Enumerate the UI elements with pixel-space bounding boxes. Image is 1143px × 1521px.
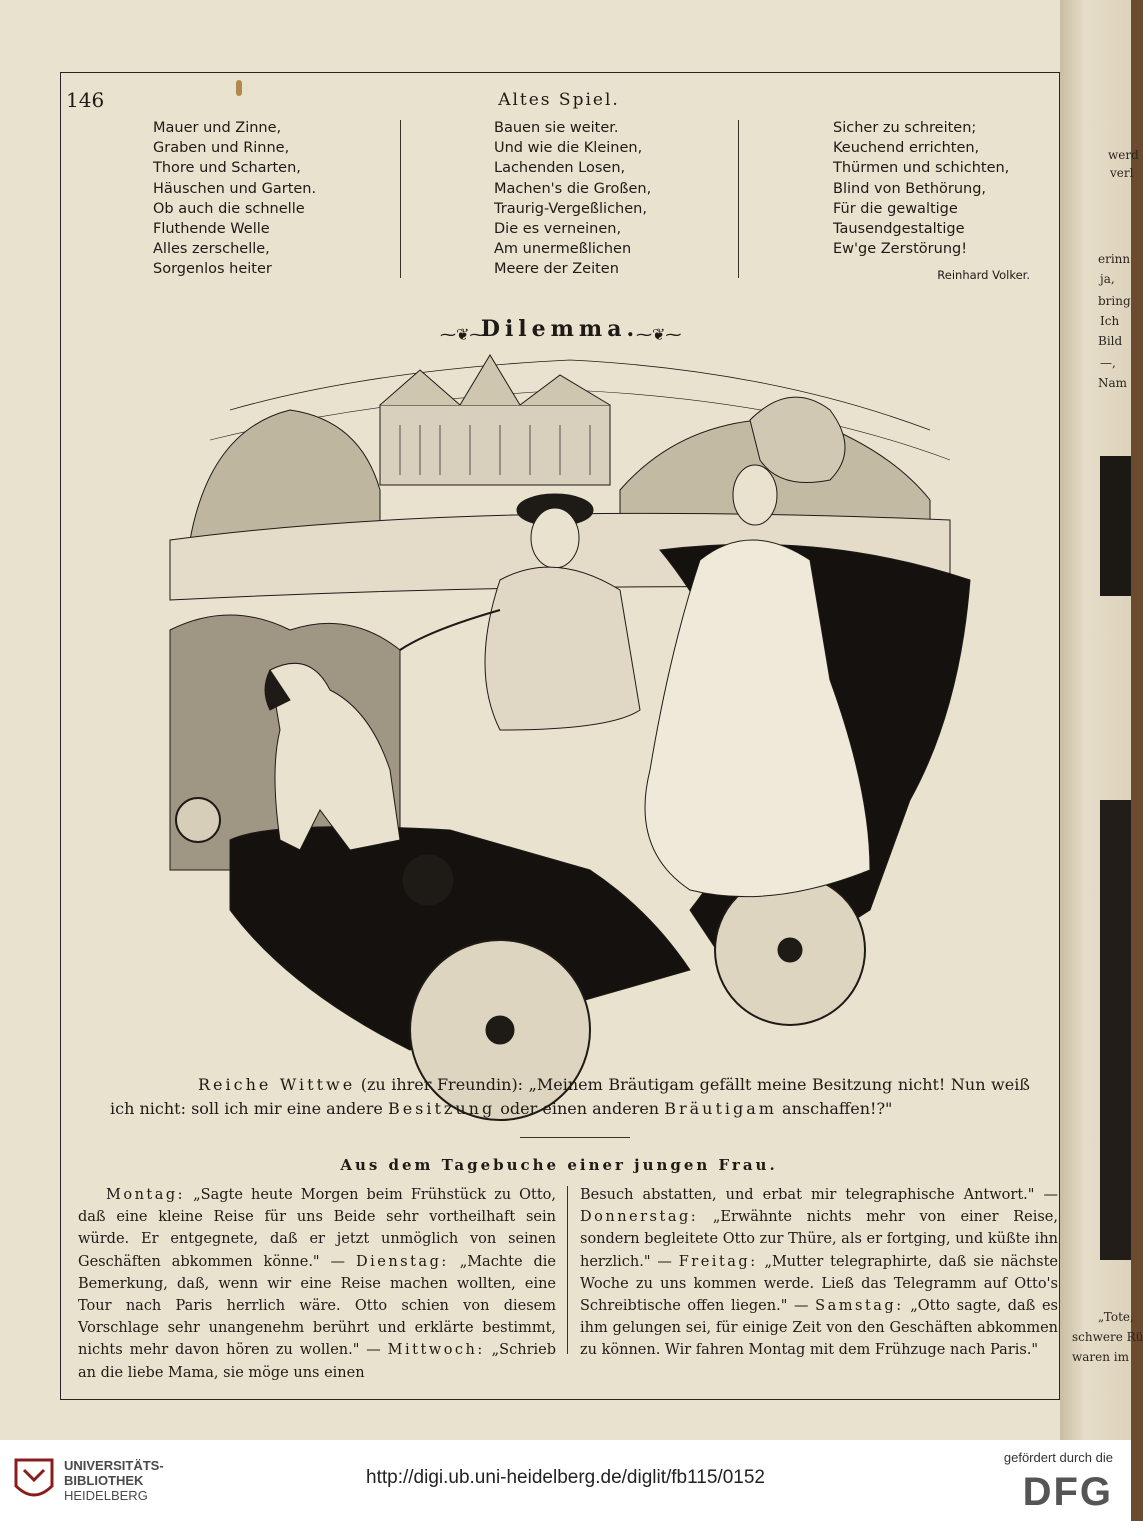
edge-photo bbox=[1100, 800, 1131, 1260]
edge-word: verl bbox=[1110, 166, 1134, 180]
column-divider bbox=[567, 1186, 568, 1354]
poem-line: Lachenden Losen, bbox=[494, 160, 626, 177]
caption-text: anschaffen!?" bbox=[782, 1099, 893, 1118]
edge-word: Bild bbox=[1098, 334, 1123, 348]
page-number: 146 bbox=[66, 88, 105, 112]
poem-line: Thürmen und schichten, bbox=[833, 160, 1010, 177]
edge-word: Nam bbox=[1098, 376, 1128, 390]
poem-column-3 bbox=[833, 118, 1009, 259]
edge-word: waren im bbox=[1072, 1350, 1130, 1364]
poem-line: Ob auch die schnelle bbox=[153, 200, 305, 217]
permalink-url[interactable]: http://digi.ub.uni-heidelberg.de/diglit/fb115/0152 bbox=[366, 1467, 765, 1488]
edge-word: werd bbox=[1108, 148, 1139, 162]
poem-line: Am unermeßlichen bbox=[494, 241, 632, 258]
caption-text: „Meinem Bräutigam gefällt meine Besitzung nicht! Nun weiß ich nicht: soll ich mir eine andere bbox=[110, 1075, 1030, 1118]
ink-blot bbox=[236, 80, 242, 96]
page-header bbox=[60, 88, 1058, 114]
poem-column-2 bbox=[494, 118, 651, 280]
poem-line: Graben und Rinne, bbox=[153, 140, 290, 157]
cartoon-illustration bbox=[170, 350, 970, 1070]
edge-word: Ich bbox=[1100, 314, 1120, 328]
poem-line: Mauer und Zinne, bbox=[153, 120, 282, 136]
edge-word: „Tote, bbox=[1098, 1310, 1134, 1324]
library-line: BIBLIOTHEK bbox=[64, 1473, 144, 1488]
diary-entry: „Sagte heute Morgen beim Frühstück zu Otto, daß eine kleine Reise für uns Beide sehr vortheilhaft sein würde. Er entgegnete, daß er jetzt unmöglich von seinen Geschäften abkommen könne." — bbox=[78, 1187, 557, 1270]
caption-aside: (zu ihrer Freundin): bbox=[360, 1075, 524, 1094]
edge-word: ja, bbox=[1100, 272, 1115, 286]
edge-word: —, bbox=[1100, 356, 1116, 370]
edge-word: erinn bbox=[1098, 252, 1131, 266]
poem-line: Fluthende Welle bbox=[153, 221, 270, 238]
library-line: HEIDELBERG bbox=[64, 1488, 148, 1503]
diary-column-right bbox=[580, 1184, 1058, 1362]
diary-day: Montag: bbox=[106, 1187, 186, 1203]
poem-line: Traurig-Vergeßlichen, bbox=[494, 200, 647, 217]
cartoon-title: Dilemma. bbox=[480, 316, 640, 342]
edge-word: bring bbox=[1098, 294, 1131, 308]
running-title: Altes Spiel. bbox=[498, 90, 620, 110]
diary-day: Donnerstag: bbox=[580, 1209, 699, 1226]
poem-author: Reinhard Volker. bbox=[937, 268, 1030, 282]
column-divider bbox=[738, 120, 739, 278]
caption-emphasis: Besitzung bbox=[387, 1099, 496, 1118]
diary-entry: „Erwähnte nichts mehr von einer Reise, sondern begleitete Otto zur Thüre, als er fortging, und küßte ihn herzlich." — bbox=[580, 1209, 1058, 1270]
viewer-footer bbox=[0, 1440, 1131, 1521]
poem-line: Tausendgestaltige bbox=[833, 221, 965, 238]
diary-entry: „Schrieb an die liebe Mama, sie möge uns einen bbox=[78, 1342, 557, 1381]
diary-day: Mittwoch: bbox=[387, 1342, 485, 1359]
poem-line: Die es verneinen, bbox=[494, 221, 622, 238]
cartoon-caption bbox=[110, 1073, 1030, 1121]
diary-title: Aus dem Tagebuche einer jungen Frau. bbox=[340, 1156, 778, 1174]
dfg-logo[interactable]: DFG bbox=[1022, 1470, 1113, 1514]
caption-speaker: Reiche Wittwe bbox=[198, 1075, 356, 1094]
poem-line: Meere der Zeiten bbox=[494, 261, 619, 278]
library-line: UNIVERSITÄTS- bbox=[64, 1458, 164, 1473]
poem-line: Häuschen und Garten. bbox=[153, 180, 317, 197]
poem-line: Und wie die Kleinen, bbox=[494, 140, 643, 157]
diary-day: Samstag: bbox=[815, 1298, 904, 1315]
edge-word: schwere Rü bbox=[1072, 1330, 1143, 1344]
poem-line: Blind von Bethörung, bbox=[833, 180, 987, 197]
poem-line: Für die gewaltige bbox=[833, 200, 958, 217]
diary-day: Dienstag: bbox=[355, 1253, 449, 1270]
poem-line: Sicher zu schreiten; bbox=[833, 120, 977, 136]
diary-column-left bbox=[78, 1184, 556, 1384]
poem-line: Machen's die Großen, bbox=[494, 180, 652, 197]
poem-line: Sorgenlos heiter bbox=[153, 261, 272, 278]
funding-note: gefördert durch die bbox=[1003, 1450, 1113, 1465]
poem-line: Alles zerschelle, bbox=[153, 241, 270, 258]
title-ornament-right: ⁓❦⁓ bbox=[636, 325, 682, 344]
poem-line: Bauen sie weiter. bbox=[494, 120, 619, 136]
poem-line: Ew'ge Zerstörung! bbox=[833, 241, 968, 258]
edge-photo bbox=[1100, 456, 1131, 596]
caption-text: oder einen anderen bbox=[500, 1099, 660, 1118]
title-ornament-left: ⁓❦⁓ bbox=[440, 325, 486, 344]
column-divider bbox=[400, 120, 401, 278]
diary-day: Freitag: bbox=[678, 1253, 758, 1270]
poem-column-1 bbox=[153, 118, 316, 280]
caption-emphasis: Bräutigam bbox=[664, 1099, 777, 1118]
poem-line: Keuchend errichten, bbox=[833, 140, 980, 157]
diary-entry: „Mutter telegraphirte, daß sie nächste Woche zu uns kommen werde. Ließ das Telegramm auf Otto's Schreibtische offen liegen." — bbox=[580, 1253, 1058, 1315]
diary-entry: Besuch abstatten, und erbat mir telegraphische Antwort." — bbox=[580, 1187, 1058, 1203]
diary-entry: „Otto sagte, daß es ihm gelungen sei, für einige Zeit von den Geschäften abkommen zu können. Wir fahren Montag mit dem Frühzuge nach Paris." bbox=[580, 1298, 1059, 1359]
diary-entry: „Machte die Bemerkung, daß, wenn wir eine Reise machen wollten, eine Tour nach Paris herrlich wäre. Otto schien von diesem Vorschlage sehr unangenehm berührt und erklärte bestimmt, nichts mehr davon hören zu wollen." — bbox=[78, 1253, 556, 1359]
section-divider bbox=[520, 1137, 630, 1138]
poem-line: Thore und Scharten, bbox=[153, 160, 301, 177]
